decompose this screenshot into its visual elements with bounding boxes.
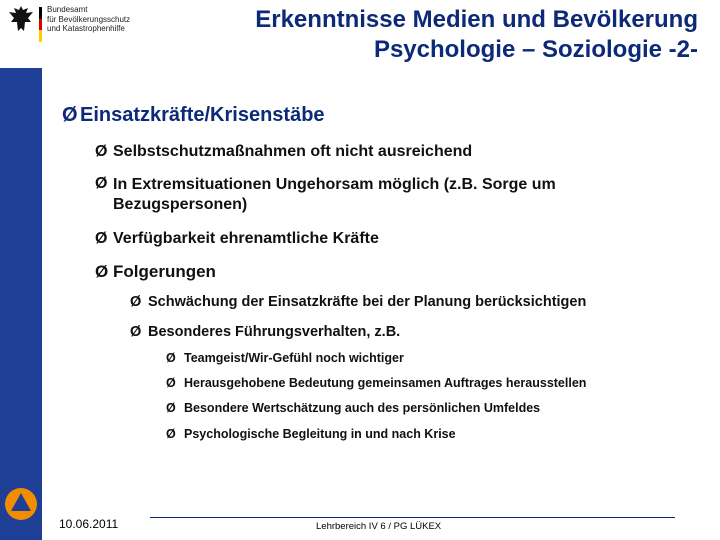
list-item: Ø Teamgeist/Wir-Gefühl noch wichtiger [166, 351, 404, 365]
bullet-arrow-icon: Ø [166, 427, 176, 441]
bullet-arrow-icon: Ø [166, 351, 176, 365]
list-item: Ø Besondere Wertschätzung auch des persönlichen Umfeldes [166, 401, 541, 415]
bullet-arrow-icon: Ø [166, 401, 176, 415]
bullet-arrow-icon: Ø [95, 262, 109, 281]
footer-date: 10.06.2011 [59, 517, 119, 531]
civil-protection-logo-icon [3, 486, 39, 522]
list-item: Ø Psychologische Begleitung in und nach Krise [166, 427, 456, 441]
left-sidebar-bar [0, 68, 42, 540]
list-item: Ø Folgerungen [95, 262, 216, 281]
bullet-arrow-icon: Ø [130, 324, 142, 340]
list-item: Ø Selbstschutzmaßnahmen oft nicht ausreichend [95, 143, 473, 160]
heading-bullet: Ø Einsatzkräfte/Krisenstäbe [62, 104, 325, 126]
slide-title: Erkenntnisse Medien und Bevölkerung Psychologie – Soziologie -2- [255, 6, 698, 63]
agency-logo [8, 4, 148, 44]
bullet-arrow-icon: Ø [95, 143, 108, 160]
footer-department: Lehrbereich IV 6 / PG LÜKEX [316, 521, 442, 532]
list-item: Ø Verfügbarkeit ehrenamtliche Kräfte [95, 230, 379, 247]
list-item: Ø In Extremsituationen Ungehorsam möglich (z.B. Sorge um Bezugspersonen) [95, 175, 556, 213]
list-item: Ø Schwächung der Einsatzkräfte bei der Planung berücksichtigen [130, 294, 587, 310]
bullet-arrow-icon: Ø [62, 104, 78, 126]
footer-divider [150, 517, 675, 518]
bullet-arrow-icon: Ø [130, 294, 142, 310]
agency-name: Bundesamt für Bevölkerungsschutz und Katastrophenhilfe [47, 5, 131, 33]
list-item: Ø Besonderes Führungsverhalten, z.B. [130, 324, 401, 340]
federal-eagle-icon [8, 4, 34, 34]
list-item: Ø Herausgehobene Bedeutung gemeinsamen Auftrages herausstellen [166, 376, 587, 390]
bullet-arrow-icon: Ø [166, 376, 176, 390]
bullet-arrow-icon: Ø [95, 175, 108, 192]
bullet-arrow-icon: Ø [95, 230, 108, 247]
german-flag-stripe [39, 7, 42, 42]
